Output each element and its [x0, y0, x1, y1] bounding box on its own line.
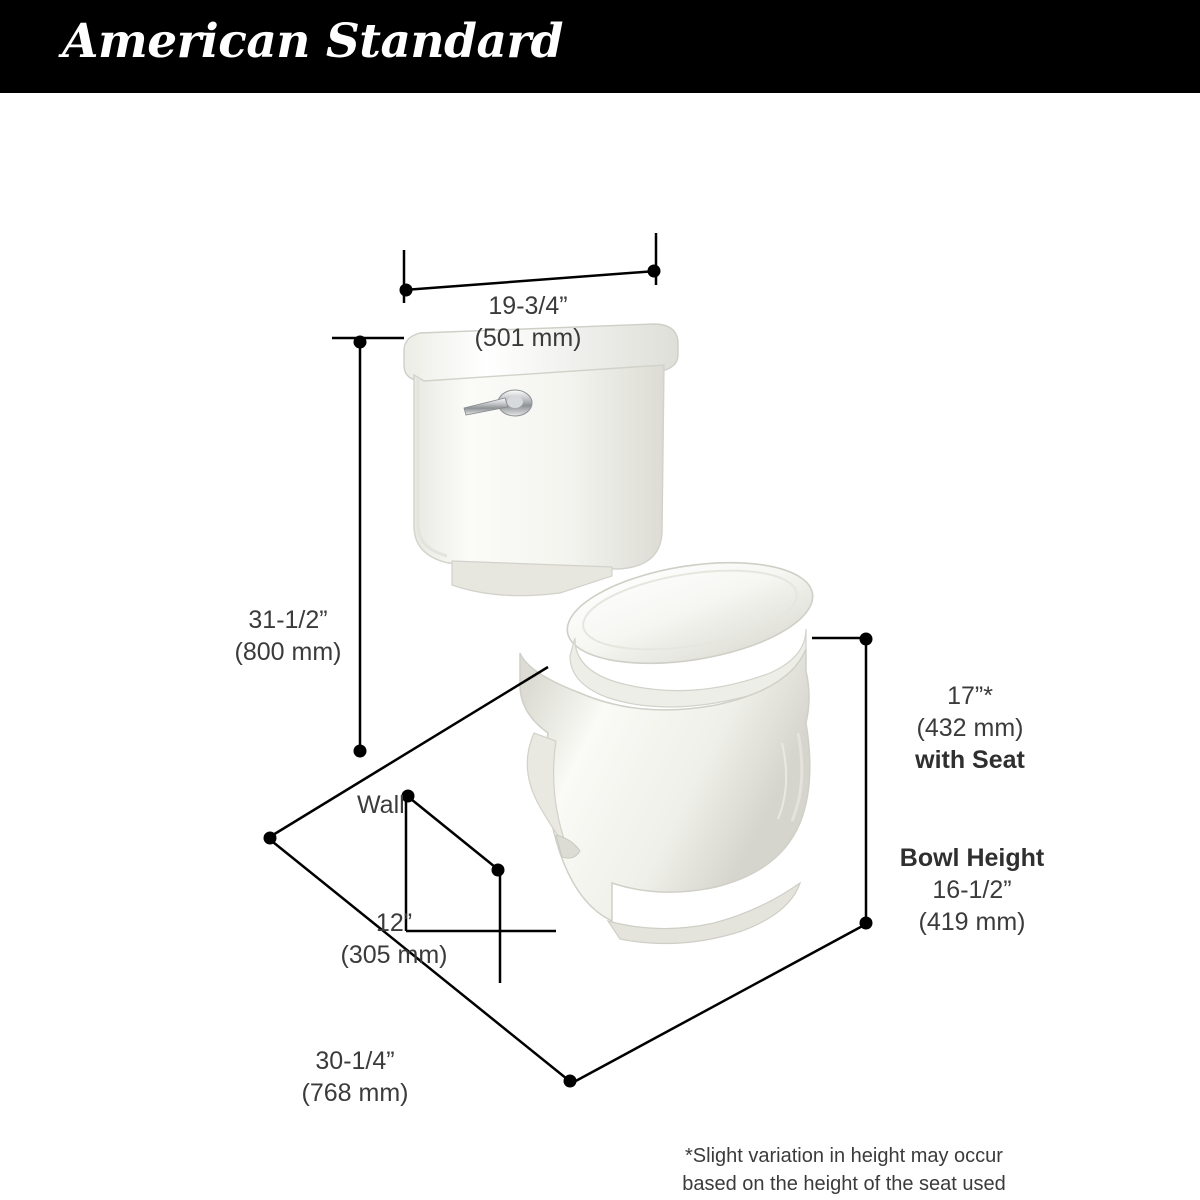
- width-label: [398, 290, 658, 354]
- depth-metric: (768 mm): [301, 1079, 409, 1107]
- bowl-base: [608, 883, 800, 944]
- width-endpoint-right: [648, 265, 660, 277]
- toilet-illustration: [404, 324, 820, 944]
- bowl-height-metric: (419 mm): [918, 908, 1026, 936]
- bowl-height-title: Bowl Height: [899, 844, 1045, 872]
- floor-edge-front-right: [572, 923, 868, 1083]
- seat-height-label: [860, 680, 1080, 776]
- bowl-height-label: [862, 842, 1082, 938]
- tank-body: [414, 365, 664, 569]
- total-height-metric: (800 mm): [234, 638, 342, 666]
- total-height-label: [160, 604, 416, 668]
- rough-in-label: [294, 907, 494, 971]
- rough-in-metric: (305 mm): [340, 941, 448, 969]
- american-standard-logo: American Standard: [62, 14, 564, 69]
- tank-base: [452, 561, 612, 596]
- width-imperial: 19-3/4”: [488, 292, 568, 320]
- wall-label: Wall: [357, 791, 405, 819]
- total-height-endpoint-bottom: [354, 745, 366, 757]
- floor-corner-left: [264, 832, 276, 844]
- rough-in-imperial: 12”: [375, 909, 413, 937]
- seat-height-note: with Seat: [915, 746, 1025, 774]
- seat-height-imperial: 17”*: [947, 682, 993, 710]
- brand-header-band: [0, 0, 1200, 93]
- depth-label: [240, 1045, 470, 1109]
- toilet-dimension-diagram: [0, 93, 1200, 1200]
- rough-in-endpoint-right: [492, 864, 504, 876]
- width-dimension-line: [404, 271, 656, 290]
- depth-imperial: 30-1/4”: [315, 1047, 395, 1075]
- footnote: [654, 1142, 1034, 1198]
- width-metric: (501 mm): [474, 324, 582, 352]
- seat-height-metric: (432 mm): [916, 714, 1024, 742]
- bowl-height-imperial: 16-1/2”: [932, 876, 1012, 904]
- footnote-line-2: based on the height of the seat used: [682, 1173, 1006, 1195]
- total-height-endpoint-top: [354, 336, 366, 348]
- floor-corner-front: [564, 1075, 576, 1087]
- footnote-line-1: *Slight variation in height may occur: [685, 1145, 1003, 1167]
- total-height-imperial: 31-1/2”: [248, 606, 328, 634]
